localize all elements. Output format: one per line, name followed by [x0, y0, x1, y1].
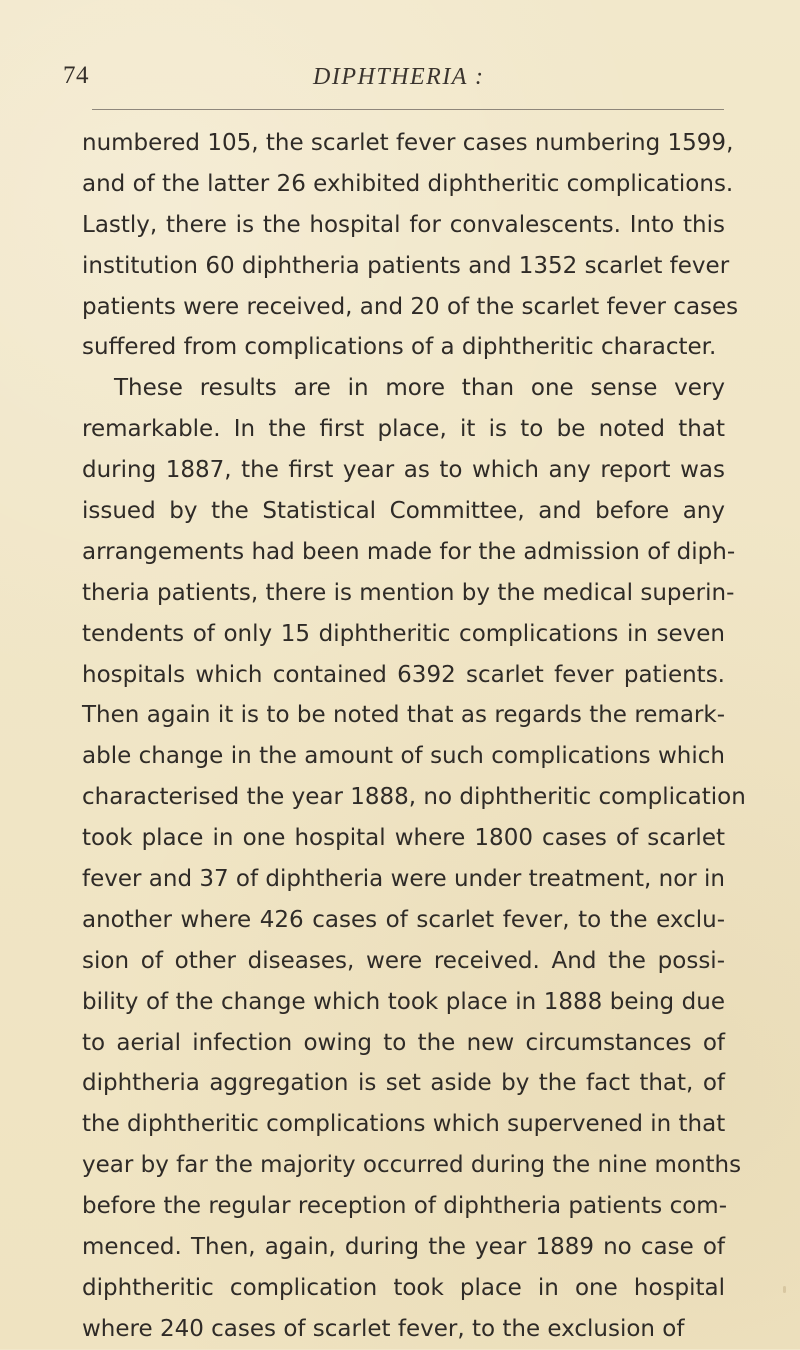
text-line: where 240 cases of scarlet fever, to the exclusion of	[82, 1315, 685, 1342]
text-line: patients were received, and 20 of the scarlet fever cases	[82, 293, 739, 320]
text-line: year by far the majority occurred during the nine months	[82, 1152, 742, 1179]
text-line: tendents of only 15 diphtheritic complications in seven	[82, 620, 725, 647]
text-line: took place in one hospital where 1800 cases of scarlet	[82, 825, 725, 852]
text-line: characterised the year 1888, no diphtheritic complication	[82, 784, 746, 811]
text-line: another where 426 cases of scarlet fever, to the exclu-	[82, 906, 725, 933]
text-line: diphtheritic complication took place in one hospital	[82, 1274, 725, 1301]
text-line: to aerial infection owing to the new circumstances of	[82, 1029, 725, 1056]
text-line: the diphtheritic complications which supervened in that	[82, 1111, 726, 1138]
running-title: DIPHTHERIA :	[313, 64, 485, 90]
text-line: institution 60 diphtheria patients and 1352 scarlet fever	[82, 252, 730, 279]
text-line: issued by the Statistical Committee, and before any	[82, 498, 725, 525]
paragraph-start-line: These results are in more than one sense very	[114, 375, 725, 402]
header-rule	[92, 109, 724, 110]
text-line: Lastly, there is the hospital for convalescents. Into this	[82, 211, 725, 238]
paper-fleck	[783, 1286, 786, 1293]
text-line: sion of other diseases, were received. And the possi-	[82, 947, 725, 974]
text-line: arrangements had been made for the admission of diph-	[82, 538, 736, 565]
text-line: diphtheria aggregation is set aside by the fact that, of	[82, 1070, 725, 1097]
page-number: 74	[63, 62, 89, 89]
page-header	[63, 62, 723, 96]
text-line: during 1887, the first year as to which any report was	[82, 457, 725, 484]
text-line: and of the latter 26 exhibited diphtheritic complications.	[82, 170, 734, 197]
text-line: remarkable. In the first place, it is to be noted that	[82, 416, 725, 443]
text-line: before the regular reception of diphtheria patients com-	[82, 1193, 727, 1220]
body-text	[82, 123, 746, 1350]
text-line: theria patients, there is mention by the medical superin-	[82, 579, 735, 606]
text-line: fever and 37 of diphtheria were under treatment, nor in	[82, 866, 726, 893]
text-line: suffered from complications of a diphtheritic character.	[82, 334, 717, 361]
text-line: menced. Then, again, during the year 1889 no case of	[82, 1234, 725, 1261]
text-line: hospitals which contained 6392 scarlet fever patients.	[82, 661, 725, 688]
text-line: bility of the change which took place in 1888 being due	[82, 988, 725, 1015]
text-line: numbered 105, the scarlet fever cases numbering 1599,	[82, 130, 734, 156]
text-line: Then again it is to be noted that as regards the remark-	[82, 702, 725, 729]
text-line: able change in the amount of such complications which	[82, 743, 725, 770]
